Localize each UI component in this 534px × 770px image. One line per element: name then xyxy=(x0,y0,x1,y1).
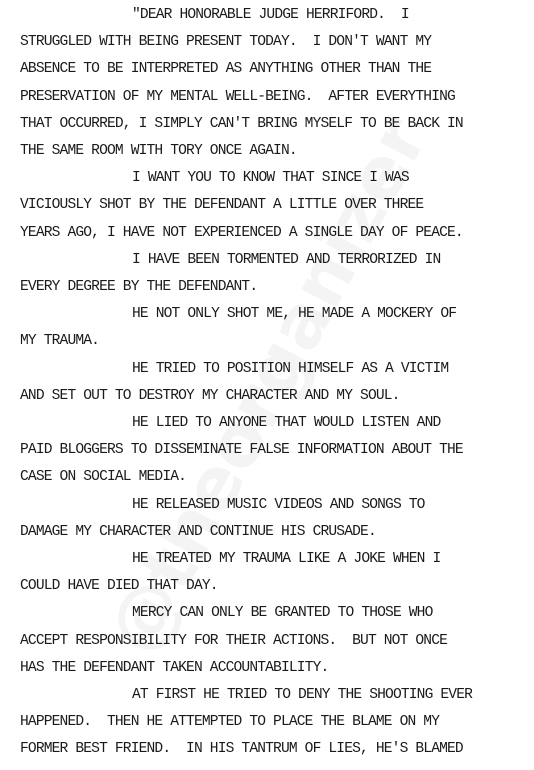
text-line: DAMAGE MY CHARACTER AND CONTINUE HIS CRUSADE. xyxy=(20,523,376,540)
text-line: "DEAR HONORABLE JUDGE HERRIFORD. I xyxy=(132,7,409,23)
text-line: THE SAME ROOM WITH TORY ONCE AGAIN. xyxy=(20,143,297,159)
text-line: COULD HAVE DIED THAT DAY. xyxy=(20,578,218,595)
text-line: PAID BLOGGERS TO DISSEMINATE FALSE INFORMATION ABOUT THE xyxy=(20,442,463,459)
text-line: ACCEPT RESPONSIBILITY FOR THEIR ACTIONS. BUT NOT ONCE xyxy=(20,632,448,649)
text-line: VICIOUSLY SHOT BY THE DEFENDANT A LITTLE OVER THREE xyxy=(20,197,424,214)
text-line: HE NOT ONLY SHOT ME, HE MADE A MOCKERY OF xyxy=(132,306,457,323)
text-line: HE TREATED MY TRAUMA LIKE A JOKE WHEN I xyxy=(132,551,441,567)
text-line: HE LIED TO ANYONE THAT WOULD LISTEN AND xyxy=(132,415,441,431)
text-line: PRESERVATION OF MY MENTAL WELL-BEING. AFTER EVERYTHING xyxy=(20,88,455,105)
text-line: FORMER BEST FRIEND. IN HIS TANTRUM OF LIES, HE'S BLAMED xyxy=(20,741,463,758)
text-line: AND SET OUT TO DESTROY MY CHARACTER AND MY SOUL. xyxy=(20,387,400,404)
text-line: HE TRIED TO POSITION HIMSELF AS A VICTIM xyxy=(132,360,449,377)
text-line: I HAVE BEEN TORMENTED AND TERRORIZED IN xyxy=(132,251,441,268)
text-line: STRUGGLED WITH BEING PRESENT TODAY. I DON'T WANT MY xyxy=(20,34,432,51)
text-line: HE RELEASED MUSIC VIDEOS AND SONGS TO xyxy=(132,496,425,513)
text-line: YEARS AGO, I HAVE NOT EXPERIENCED A SINGLE DAY OF PEACE. xyxy=(20,224,463,241)
text-line: HAS THE DEFENDANT TAKEN ACCOUNTABILITY. xyxy=(20,659,329,676)
text-line: THAT OCCURRED, I SIMPLY CAN'T BRING MYSELF TO BE BACK IN xyxy=(20,115,463,132)
text-line: HAPPENED. THEN HE ATTEMPTED TO PLACE THE BLAME ON MY xyxy=(20,714,440,731)
text-line: MY TRAUMA. xyxy=(20,333,100,350)
text-line: ABSENCE TO BE INTERPRETED AS ANYTHING OTHER THAN THE xyxy=(20,61,432,78)
text-line: CASE ON SOCIAL MEDIA. xyxy=(20,469,187,486)
text-line: AT FIRST HE TRIED TO DENY THE SHOOTING EVER xyxy=(132,687,473,703)
text-line: MERCY CAN ONLY BE GRANTED TO THOSE WHO xyxy=(132,605,433,622)
text-line: I WANT YOU TO KNOW THAT SINCE I WAS xyxy=(132,170,409,187)
text-line: EVERY DEGREE BY THE DEFENDANT. xyxy=(20,279,258,295)
